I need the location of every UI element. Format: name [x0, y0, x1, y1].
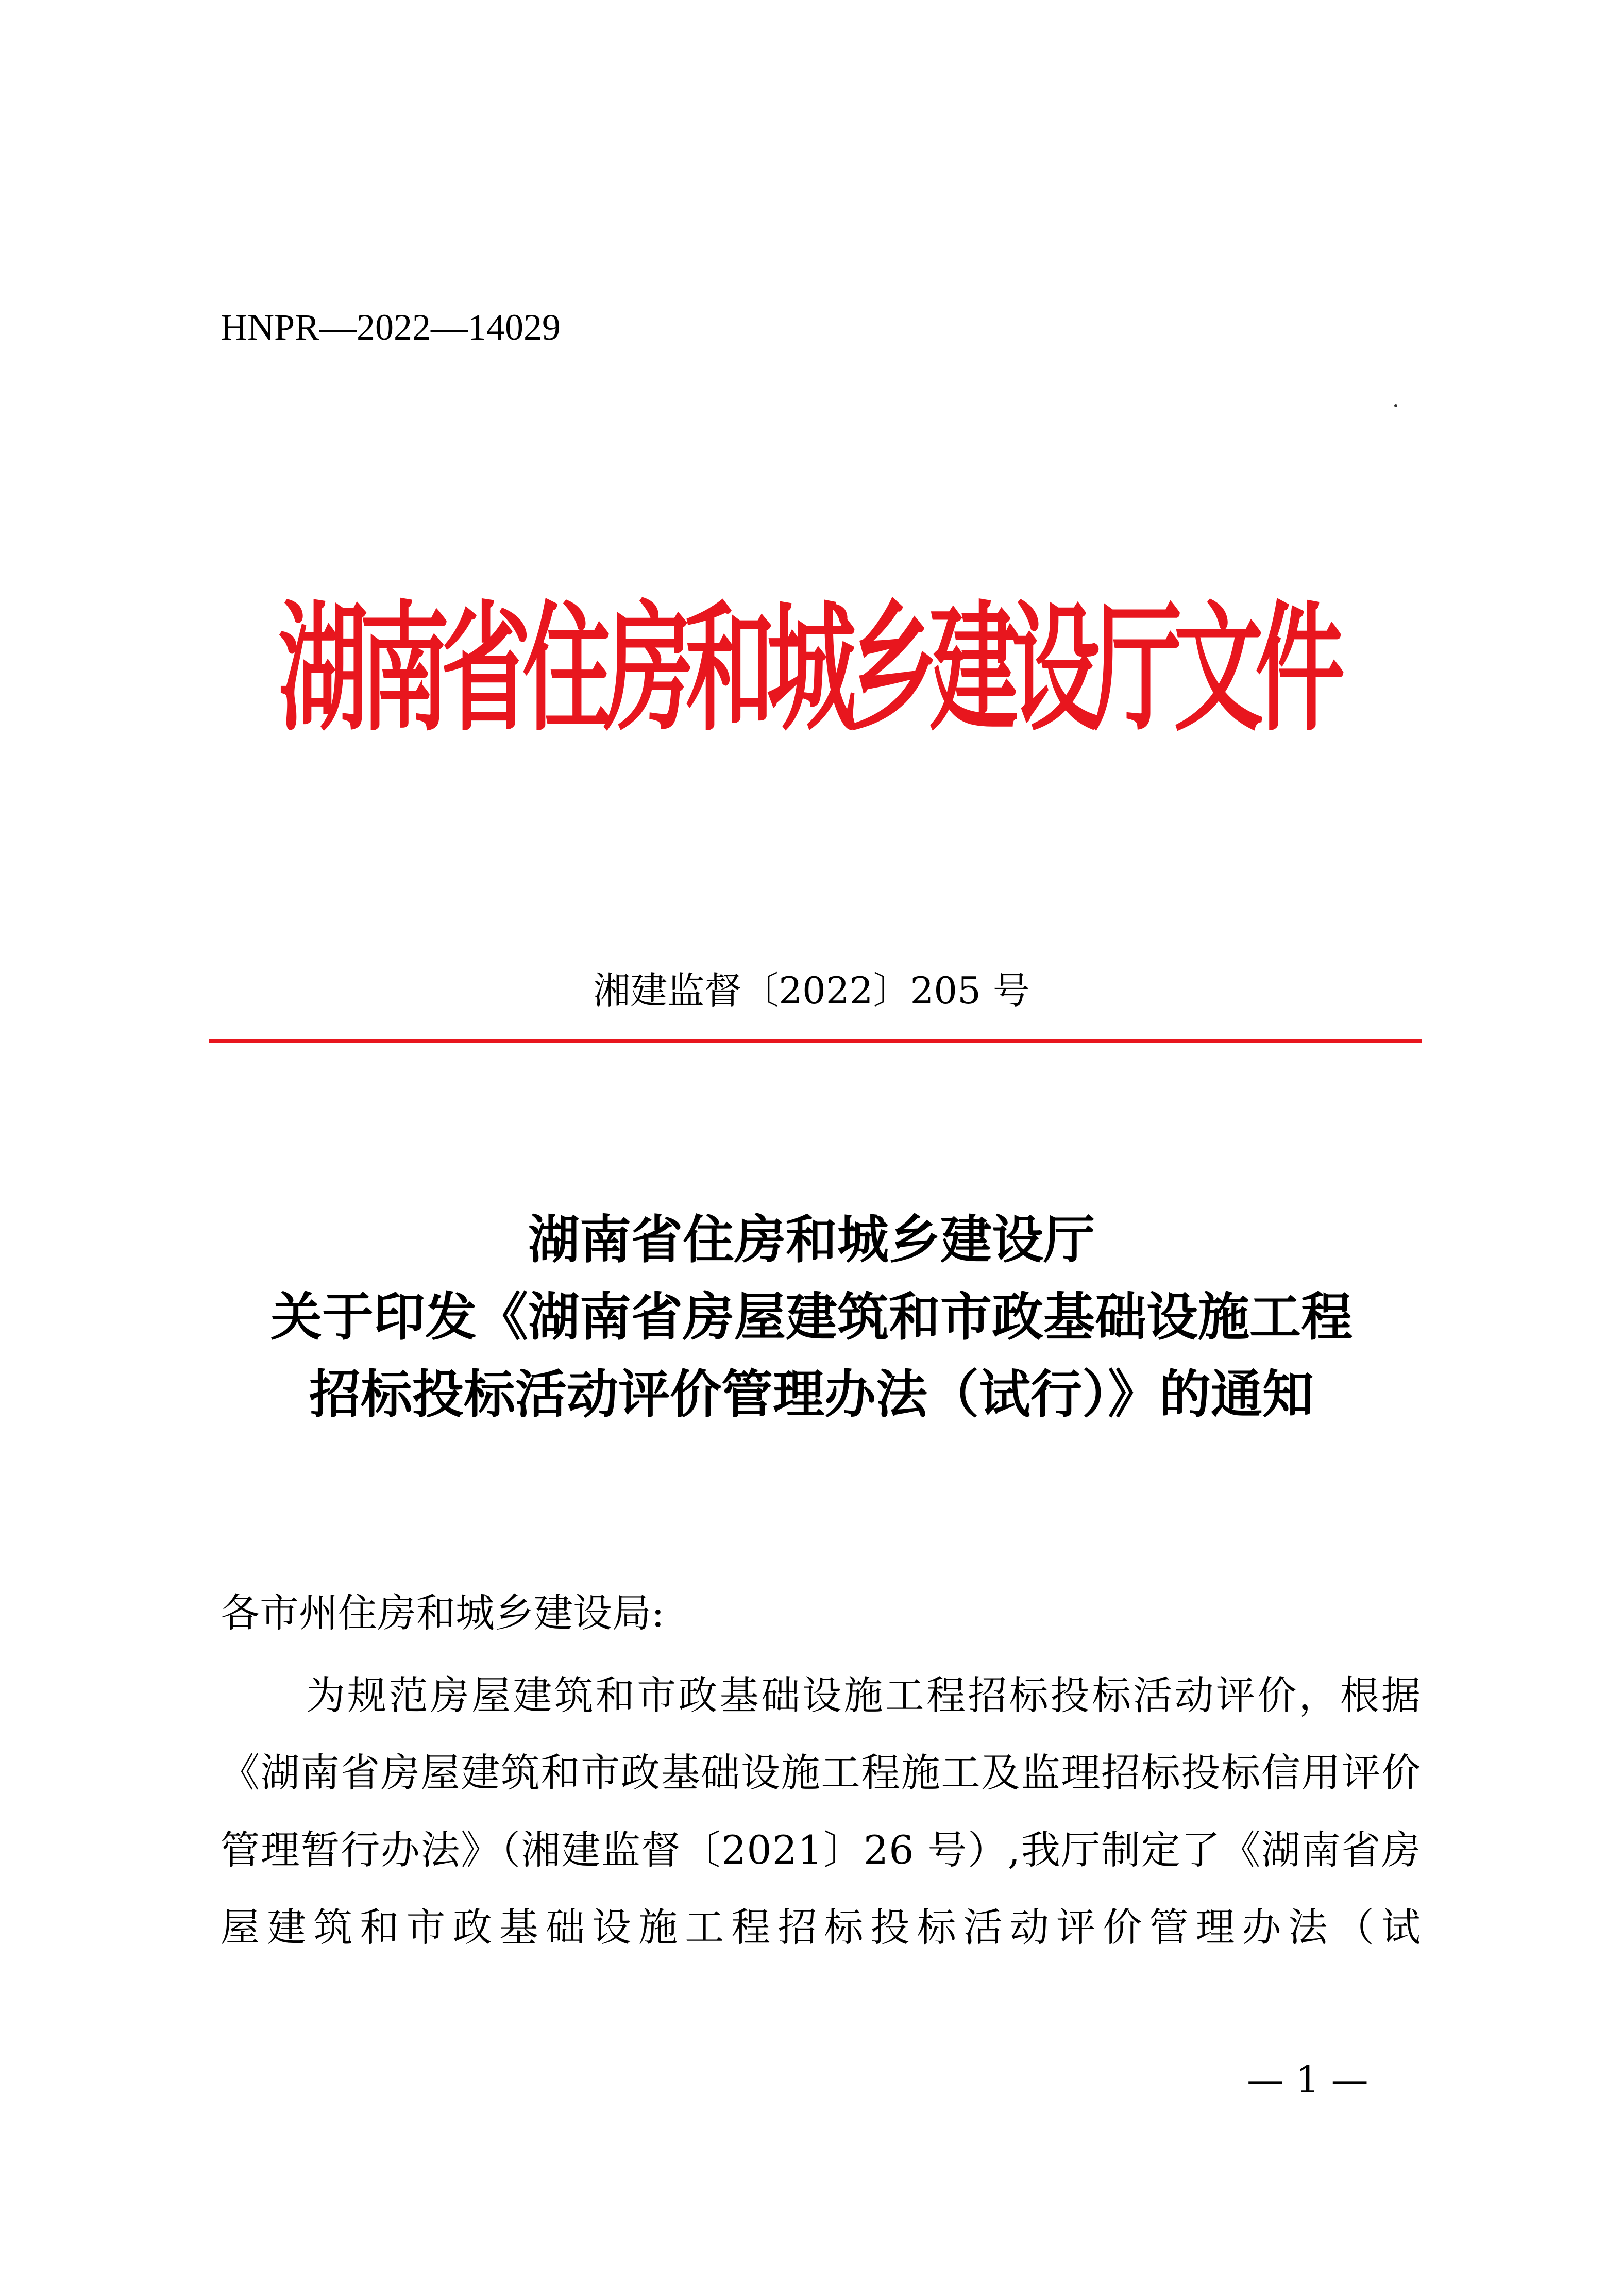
title-line: 湖南省住房和城乡建设厅	[528, 1209, 1095, 1270]
salutation: 各市州住房和城乡建设局:	[221, 1590, 665, 1636]
red-divider	[209, 1039, 1422, 1043]
corner-dot	[1394, 404, 1397, 407]
title-line: 招标投标活动评价管理办法（试行）》的通知	[309, 1364, 1314, 1424]
body-paragraph: 为规范房屋建筑和市政基础设施工程招标投标活动评价，根据《湖南省房屋建筑和市政基础设施工程施工及监理招标投标信用评价管理暂行办法》（湘建监督〔2021〕26 号）,我厅制定了《湖南省房屋建筑和市政基础设施工程招标投标活动评价管理办法（试	[221, 1672, 1421, 1950]
document-code: HNPR—2022—14029	[221, 307, 561, 348]
title-line: 关于印发《湖南省房屋建筑和市政基础设施工程	[270, 1286, 1352, 1347]
masthead-title: 湖南省住房和城乡建设厅文件	[278, 593, 1337, 747]
document-number: 湘建监督〔2022〕205 号	[593, 969, 1030, 1012]
masthead	[278, 593, 1356, 747]
page-number: — 1 —	[1247, 2058, 1368, 2101]
notice-title	[0, 1201, 1623, 1433]
